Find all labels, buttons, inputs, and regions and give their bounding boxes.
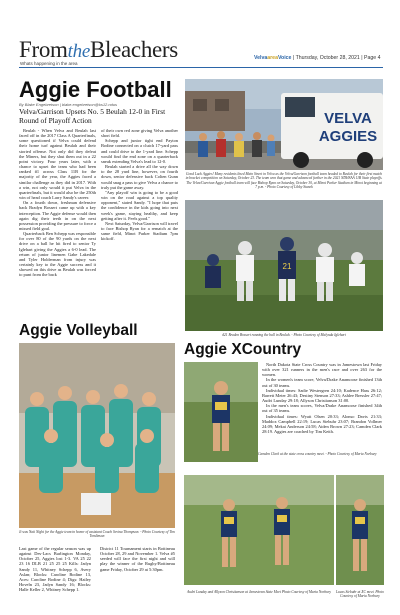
football-paragraph: of their own red zone giving Velva another short field.	[101, 128, 178, 139]
football-heading: Aggie Football	[19, 77, 172, 102]
xc-runner-illustration-2	[184, 475, 334, 585]
xc-paragraph: Individual times: Wyatt Olsen 20:33; Alonso Davis 21:33; Maddox Campbell 22:19; Lucas Siebuhr 23:07; Brandon Vollmer 24:09; Mekai Anderson 24:58; Aiden Brown 27:23; Camden Clark 28:19. Aggies are coached by Tim Keith.	[262, 413, 382, 435]
volleyball-team-photo	[19, 343, 175, 528]
masthead-from: From	[19, 37, 68, 62]
xc-caption-1: Camden Clark at the state cross country meet. - Photo Courtesy of Maria Norbury	[258, 452, 377, 456]
player-white-3	[349, 252, 365, 286]
issue-line: | Thursday, October 28, 2021 | Page 4	[291, 55, 381, 61]
xc-photo-camden	[184, 362, 258, 462]
volleyball-column-2: District 11 Tournament starts in Bottineau October 28, 29 and November 1. Velva #5 seeded will face the first night and will play the winner of the Rugby/Bottineau game Friday, October 29 at 5:30pm.	[100, 546, 175, 572]
masthead-rule	[19, 67, 383, 68]
football-paragraph: Next Saturday, Velva/Garrison will travel to face Bishop Ryan for a rematch at the same field, Minot Parker Stadium 7pm kickoff.	[101, 220, 178, 242]
football-paragraph: On a fourth down, freshman defensive back Bradyn Bossert came up with a key interception. The Aggie defense would then again dig their teeth in on the next possession providing the pressure to force a missed field goal.	[19, 200, 96, 231]
truck-text-aggies: AGGIES	[318, 128, 378, 145]
masthead-the: the	[67, 41, 90, 62]
pub-name-area: area	[267, 55, 278, 61]
pub-name-voice: Voice	[277, 55, 292, 61]
masthead-subtitle: Whats happening in the area	[20, 61, 78, 66]
football-caption-1: Good Luck Aggies! Many residents lined Main Street in Velva as the Velva/Garrison football team headed to Beulah for their first match in bracket competition on Saturday, October 23. The team won that game and advanced further in the 2021 NDHSAA 11B State playoffs. The Velva/Garrison Aggie football team will face Bishop Ryan on Saturday, October 30, at Minot Parker Stadium in Minot beginning at 7 p.m. - Photo Courtesy of Libby Stanek	[185, 172, 383, 189]
xc-runner-illustration-3	[336, 475, 384, 585]
masthead-bleachers: Bleachers	[89, 37, 178, 62]
svg-text:21: 21	[282, 262, 292, 271]
volleyball-caption: It was Nati Night for the Aggie team in honor of assistant Coach Sevina Thompson. - Photo Courtesy of Tim Tomlinson	[19, 530, 175, 539]
football-paragraph: Schepp and junior tight end Payton Bodine connected on a clutch 17-yard pass and could drive to the 1-yard line. Schepp would find the end zone on a quarterback sneak extending Velva's lead to 12-0.	[101, 138, 178, 164]
xc-photo-audri-allyson	[184, 475, 334, 585]
volleyball-column-1: Last game of the regular season was up against Des-Lacs Burlington Monday, October 25, Aggies lost 1-3. VA 25 22 23 16 DLB 21 25 25 25 Kills: Jadyn Sandy 11, Whitney Schepp 6, Avery Aslan; Blocks: Caroline Bodine 13, Aces: Caroline Bodine 4; Digs: Hailey Hoveln 23, Jadyn Sandy 16; Blocks: Halle Keller 2, Whitney Schepp 1.	[19, 546, 91, 593]
player-dark-2	[205, 254, 221, 288]
football-column-2	[101, 128, 178, 241]
xc-paragraph: In the women's team score, Velva/Drake Anamoose finished 13th out of 30 teams.	[262, 377, 382, 388]
xc-heading: Aggie XCountry	[184, 341, 302, 358]
xc-runner-illustration-1	[184, 362, 258, 462]
football-action-photo	[185, 200, 383, 331]
football-paragraph: "Any playoff win is going to be a good win on the road against a top quality opponent," stated Sandy. "I hope that puts the confidence in the kids going into next week's game, staying healthy, and keep getting after it. Feels good."	[101, 189, 178, 221]
football-headline: Velva/Garrison Upsets No. 5 Beulah 12-0 in First Round of Playoff Action	[19, 107, 166, 125]
football-column-1	[19, 128, 96, 278]
sendoff-illustration	[185, 79, 383, 170]
volleyball-illustration	[19, 343, 175, 528]
pub-name-velva: Velva	[254, 55, 268, 61]
xc-caption-2: Audri Lunday and Allyson Christianson at Jamestown State Meet Photo Courtesy of Maria Norbury	[187, 590, 331, 594]
football-sendoff-photo	[185, 79, 383, 170]
xc-caption-3: Lucas Siebuhr at XC meet. Photo Courtesy of Maria Norbury	[336, 590, 384, 599]
xc-photo-lucas	[336, 475, 384, 585]
xc-article	[262, 362, 382, 434]
football-paragraph: Quarterback Ben Schepp was responsible for over 80 of the 90 yards on the next drive on a ball he hit fired to senior Ty Iglehart giving the Aggies a 6-0 lead. The return of junior linemen Gabe Lakedale and Tyler Holderman from injury was certainly key to the Aggie success and it showed on this drive as Beulah was forced to punt from the back	[19, 231, 96, 278]
action-illustration	[185, 200, 383, 331]
xc-paragraph: North Dakota State Cross Country was in Jamestown last Friday with over 321 runners in the men's race and over 263 for the women.	[262, 362, 382, 378]
football-paragraph: Beulah started a drive all the way down to the 28 yard line, however, on fourth down, senior defensive back Colten Gunn would snag a pass to give Velva a chance to truly put the game away.	[101, 164, 178, 190]
football-caption-2: #21 Braden Bossert running the ball in Beulah. - Photo Courtesy of Malynda Iglehart	[222, 333, 346, 337]
issue-info	[254, 55, 380, 61]
football-paragraph: Beulah - When Velva and Beulah last faced off in the 2017 Class A Quarterfinals, some questioned if Velva could defend their home turf against Beulah and their storied offense. Not only did they defeat the Miners, but they shut them out in a 22 point victory. Four years later, with a chance to upset the team who had been ranked #1 across Class 11B for the majority of the year, the Aggies faced a similar challenge as they did in 2017. With a win, not only would it put Velva in the quarterfinals, but it would also be the 250th win of head coach Larry Sandy's career.	[19, 128, 96, 201]
football-byline: By Blake Engebretson | blake.engebretson@ks12.ndus	[19, 102, 118, 107]
truck-text-velva: VELVA	[324, 110, 372, 127]
xc-paragraph: In the men's team scores, Velva/Drake Anamoose finished 34th out of 35 teams.	[262, 403, 382, 414]
xc-paragraph: Individual times: Sadie Westergren 24:10; Kadence Hass 26:12; Barrett Meier 26:43; Destiny Stenson 27:33; Ashlee Bressler 27:47; Audri Lunday 29:18; Allyson Christianson 31:00.	[262, 387, 382, 404]
volleyball-heading: Aggie Volleyball	[19, 322, 138, 339]
